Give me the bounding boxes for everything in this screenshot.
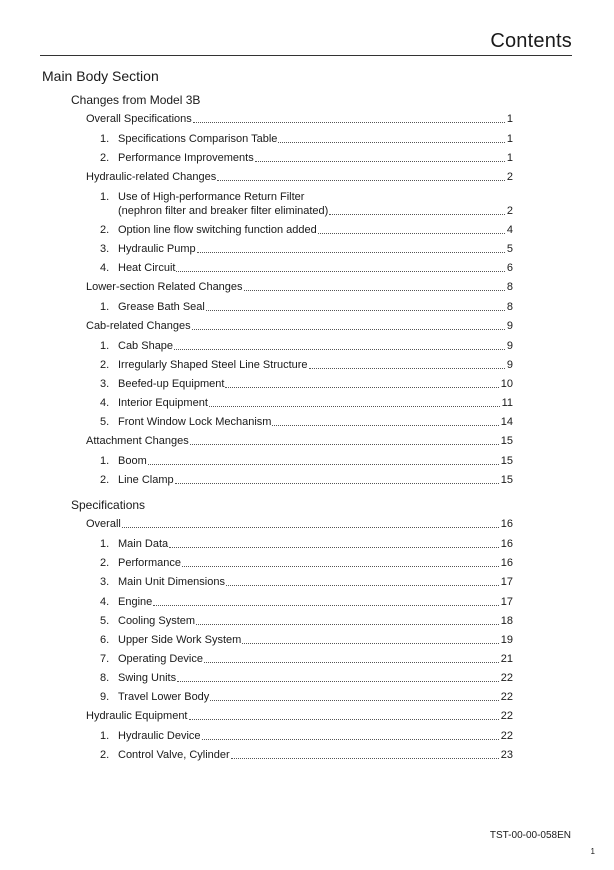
toc-entry-page: 10 [500,378,513,390]
toc-entry-cab-shape[interactable] [100,339,513,353]
toc-entry-page: 15 [500,455,513,467]
toc-entry-beefed-up-equipment[interactable] [100,377,513,391]
toc-entry-page: 19 [500,634,513,646]
part-title-specifications: Specifications [71,498,146,512]
toc-entry-number: 5. [100,615,110,627]
toc-entry-number: 2. [100,152,110,164]
toc-entry-label: Performance Improvements [118,152,254,164]
dot-leader [148,463,499,465]
toc-entry-label: Lower-section Related Changes [86,281,243,293]
toc-entry-label: Irregularly Shaped Steel Line Structure [118,359,308,371]
toc-entry-hydraulic-device[interactable] [100,729,513,743]
toc-entry-label: Beefed-up Equipment [118,378,225,390]
toc-entry-label: Front Window Lock Mechanism [118,416,272,428]
toc-entry-number: 3. [100,576,110,588]
toc-entry-label: Overall [86,518,121,530]
toc-entry-page: 16 [500,557,513,569]
toc-entry-page: 2 [506,171,513,183]
toc-entry-page: 4 [506,224,513,236]
toc-entry-label: Option line flow switching function added [118,224,317,236]
toc-entry-page: 17 [500,596,513,608]
toc-entry-label: Performance [118,557,181,569]
toc-entry-number: 3. [100,378,110,390]
toc-entry-label: Hydraulic Device [118,730,201,742]
toc-entry-page: 23 [500,749,513,761]
toc-entry-label: Main Unit Dimensions [118,576,225,588]
toc-entry-label: Control Valve, Cylinder [118,749,230,761]
dot-leader [226,584,499,586]
toc-entry-engine[interactable] [100,595,513,609]
toc-entry-interior-equipment[interactable] [100,396,513,410]
toc-entry-number: 1. [100,455,110,467]
toc-entry-upper-side-work-system[interactable] [100,633,513,647]
toc-entry-page: 1 [506,152,513,164]
dot-leader [309,367,505,369]
toc-entry-performance[interactable] [100,556,513,570]
toc-entry-label: Cooling System [118,615,196,627]
dot-leader [193,121,505,123]
toc-entry-hydraulic-equipment[interactable] [86,709,513,723]
toc-entry-main-data[interactable] [100,537,513,551]
toc-entry-return-filter-line1[interactable] [100,190,513,204]
toc-entry-steel-line-structure[interactable] [100,358,513,372]
toc-entry-number: 4. [100,596,110,608]
toc-entry-number: 1. [100,133,110,145]
toc-entry-number: 1. [100,730,110,742]
dot-leader [175,482,499,484]
toc-entry-page: 9 [506,320,513,332]
toc-entry-overall[interactable] [86,517,513,531]
toc-entry-page: 22 [500,672,513,684]
toc-entry-number: 2. [100,749,110,761]
toc-entry-page: 16 [500,518,513,530]
toc-entry-page: 22 [500,691,513,703]
toc-entry-label: Overall Specifications [86,113,192,125]
toc-entry-label: Attachment Changes [86,435,189,447]
toc-entry-label: Engine [118,596,153,608]
toc-entry-hydraulic-related-changes[interactable] [86,170,513,184]
toc-entry-number: 5. [100,416,110,428]
dot-leader [176,270,504,272]
toc-entry-number: 2. [100,474,110,486]
toc-entry-number: 2. [100,557,110,569]
toc-entry-number: 2. [100,359,110,371]
toc-entry-label: Main Data [118,538,169,550]
toc-entry-overall-specifications[interactable] [86,112,513,126]
toc-entry-page: 2 [506,205,513,217]
dot-leader [206,309,505,311]
toc-entry-label: Grease Bath Seal [118,301,205,313]
toc-entry-page: 9 [506,359,513,371]
toc-entry-return-filter-line2[interactable] [118,204,513,218]
toc-entry-swing-units[interactable] [100,671,513,685]
dot-leader [217,179,505,181]
toc-entry-number: 2. [100,224,110,236]
dot-leader [182,565,499,567]
toc-entry-page: 22 [500,710,513,722]
toc-entry-specifications-comparison-table[interactable] [100,132,513,146]
toc-entry-page: 11 [501,397,513,409]
dot-leader [278,141,504,143]
toc-entry-label: Operating Device [118,653,203,665]
toc-entry-page: 6 [506,262,513,274]
toc-entry-number: 1. [100,340,110,352]
toc-entry-control-valve-cylinder[interactable] [100,748,513,762]
toc-entry-page: 18 [500,615,513,627]
toc-entry-label: Cab-related Changes [86,320,191,332]
toc-entry-label: Cab Shape [118,340,174,352]
dot-leader [329,213,505,215]
dot-leader [231,757,499,759]
toc-entry-label: Line Clamp [118,474,174,486]
toc-entry-label: Specifications Comparison Table [118,133,278,145]
dot-leader [318,232,505,234]
dot-leader [202,738,499,740]
toc-entry-number: 1. [100,301,110,313]
toc-entry-performance-improvements[interactable] [100,151,513,165]
dot-leader [177,680,499,682]
toc-entry-line-clamp[interactable] [100,473,513,487]
dot-leader [242,642,498,644]
toc-entry-number: 1. [100,538,110,550]
dot-leader [210,699,498,701]
toc-entry-page: 14 [500,416,513,428]
toc-entry-label: Hydraulic-related Changes [86,171,217,183]
toc-entry-label: Interior Equipment [118,397,208,409]
toc-entry-number: 6. [100,634,110,646]
toc-entry-number: 4. [100,397,110,409]
dot-leader [204,661,499,663]
toc-entry-cab-related-changes[interactable] [86,319,513,333]
toc-entry-page: 15 [500,435,513,447]
toc-entry-operating-device[interactable] [100,652,513,666]
section-title: Main Body Section [42,68,159,84]
dot-leader [272,424,498,426]
toc-entry-cooling-system[interactable] [100,614,513,628]
toc-entry-number: 1. [100,191,110,203]
toc-entry-number: 4. [100,262,110,274]
toc-entry-grease-bath-seal[interactable] [100,300,513,314]
toc-entry-label: Swing Units [118,672,177,684]
document-code: TST-00-00-058EN [489,830,571,841]
toc-entry-attachment-changes[interactable] [86,434,513,448]
dot-leader [153,604,498,606]
toc-entry-page: 22 [500,730,513,742]
toc-entry-page: 8 [506,281,513,293]
dot-leader [209,405,500,407]
toc-entry-lower-section-changes[interactable] [86,280,513,294]
dot-leader [192,328,505,330]
toc-entry-label: Heat Circuit [118,262,176,274]
toc-entry-page: 21 [500,653,513,665]
page-number: 1 [590,847,595,856]
toc-entry-label: (nephron filter and breaker filter eliminated) [118,205,329,217]
dot-leader [169,546,499,548]
dot-leader [189,718,499,720]
toc-entry-page: 1 [506,133,513,145]
toc-entry-page: 16 [500,538,513,550]
page-title: Contents [490,30,572,52]
toc-entry-boom[interactable] [100,454,513,468]
toc-entry-heat-circuit[interactable] [100,261,513,275]
toc-entry-page: 8 [506,301,513,313]
dot-leader [190,443,499,445]
toc-entry-number: 3. [100,243,110,255]
part-title-changes: Changes from Model 3B [71,93,201,107]
toc-entry-label: Use of High-performance Return Filter [118,191,305,203]
dot-leader [197,251,505,253]
toc-entry-page: 1 [506,113,513,125]
toc-entry-main-unit-dimensions[interactable] [100,575,513,589]
toc-entry-page: 15 [500,474,513,486]
toc-entry-hydraulic-pump[interactable] [100,242,513,256]
dot-leader [174,348,505,350]
toc-entry-number: 8. [100,672,110,684]
dot-leader [225,386,498,388]
toc-entry-page: 17 [500,576,513,588]
toc-entry-page: 5 [506,243,513,255]
dot-leader [122,526,499,528]
toc-entry-option-line-flow[interactable] [100,223,513,237]
toc-entry-label: Hydraulic Equipment [86,710,188,722]
toc-entry-label: Boom [118,455,147,467]
dot-leader [255,160,505,162]
toc-entry-label: Upper Side Work System [118,634,242,646]
toc-entry-label: Travel Lower Body [118,691,210,703]
toc-entry-page: 9 [506,340,513,352]
dot-leader [196,623,499,625]
toc-entry-front-window-lock[interactable] [100,415,513,429]
toc-entry-travel-lower-body[interactable] [100,690,513,704]
toc-entry-label: Hydraulic Pump [118,243,196,255]
dot-leader [244,289,505,291]
toc-entry-number: 7. [100,653,110,665]
toc-entry-number: 9. [100,691,110,703]
